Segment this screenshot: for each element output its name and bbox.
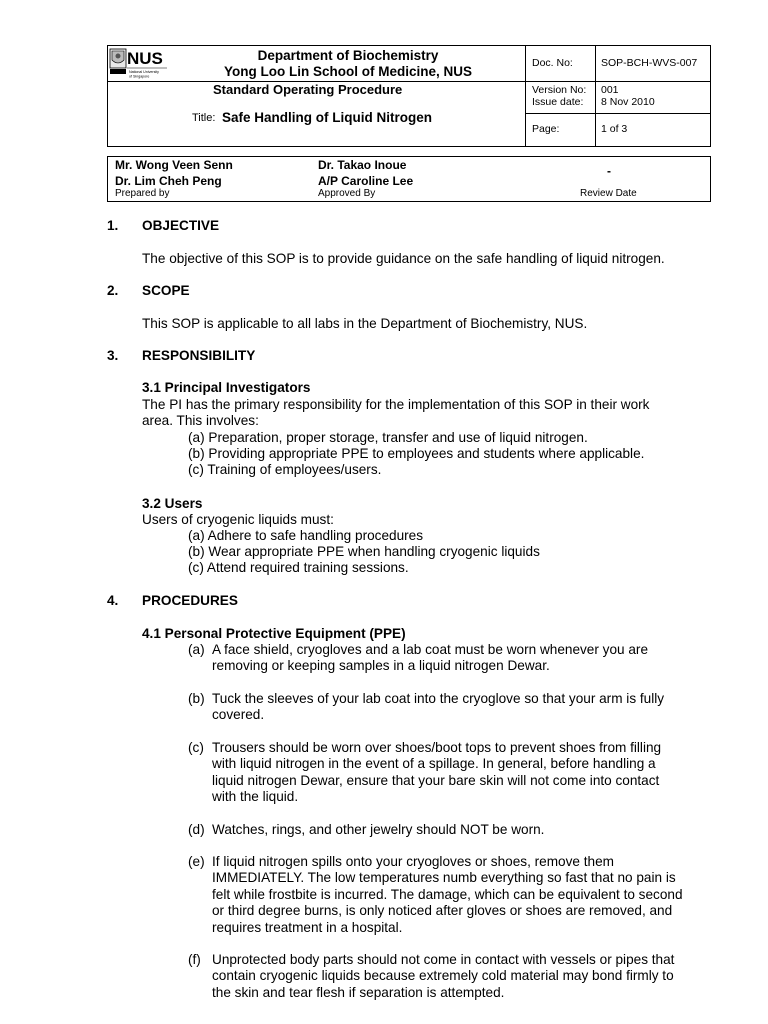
ppe-item-line: felt while frostbite is incurred. The damage, which can be equivalent to second [212, 886, 683, 902]
section-1-title: OBJECTIVE [142, 218, 220, 233]
issue-date-value: 8 Nov 2010 [601, 96, 655, 108]
svg-text:NUS: NUS [127, 49, 163, 68]
ppe-item-line: or third degree burns, is only noticed after gloves or shoes are removed, and [212, 903, 673, 919]
sop-label: Standard Operating Procedure [213, 82, 403, 97]
section-3-1-item-b: (b) Providing appropriate PPE to employees and students where applicable. [188, 446, 645, 461]
section-3-1-item-c: (c) Training of employees/users. [188, 462, 382, 477]
ppe-item-marker: (e) [188, 854, 205, 869]
version-label: Version No: [532, 84, 587, 96]
ppe-item-line: covered. [212, 707, 265, 723]
section-2-text: This SOP is applicable to all labs in the Department of Biochemistry, NUS. [142, 316, 588, 331]
ppe-item-line: liquid nitrogen Dewar, ensure that your bare skin will not come into contact [212, 772, 660, 788]
section-3-number: 3. [107, 348, 119, 363]
ppe-item-marker: (a) [188, 642, 205, 657]
ppe-item-line: Unprotected body parts should not come in contact with vessels or pipes that [212, 952, 675, 967]
logo-subtext-singapore: of Singapore [129, 74, 150, 79]
title-label: Title: [192, 112, 216, 124]
logo-subtext-national: National University [129, 70, 159, 74]
section-3-1-item-a: (a) Preparation, proper storage, transfer and use of liquid nitrogen. [188, 430, 588, 445]
doc-no-label: Doc. No: [532, 57, 573, 69]
prepared-by-label: Prepared by [115, 188, 170, 199]
department-name: Department of Biochemistry [257, 48, 439, 63]
review-date-label: Review Date [580, 188, 637, 199]
prepared-by-name-2: Dr. Lim Cheh Peng [115, 174, 222, 188]
document-header-table [107, 45, 711, 147]
section-3-2-item-a: (a) Adhere to safe handling procedures [188, 528, 424, 543]
issue-date-label: Issue date: [532, 96, 584, 108]
approved-by-label: Approved By [318, 188, 376, 199]
section-3-2-item-b: (b) Wear appropriate PPE when handling cryogenic liquids [188, 544, 540, 559]
section-1-text: The objective of this SOP is to provide guidance on the safe handling of liquid nitrogen. [142, 251, 665, 266]
section-3-2-text: Users of cryogenic liquids must: [142, 512, 334, 527]
section-3-1-text-line-1: The PI has the primary responsibility for the implementation of this SOP in their work [142, 397, 650, 412]
ppe-item-line: requires treatment in a hospital. [212, 919, 403, 935]
section-1-number: 1. [107, 218, 119, 233]
section-4-number: 4. [107, 593, 119, 608]
doc-no-value: SOP-BCH-WVS-007 [601, 57, 698, 69]
section-2-title: SCOPE [142, 283, 190, 298]
ppe-item-line: Trousers should be worn over shoes/boot tops to prevent shoes from filling [212, 740, 662, 755]
section-4-title: PROCEDURES [142, 593, 238, 608]
document-title: Safe Handling of Liquid Nitrogen [222, 110, 432, 125]
ppe-item-marker: (f) [188, 952, 201, 967]
ppe-item-line: IMMEDIATELY. The low temperatures numb everything so fast that no pain is [212, 870, 676, 886]
section-3-1-text-line-2: area. This involves: [142, 413, 259, 428]
ppe-item-line: If liquid nitrogen spills onto your cryogloves or shoes, remove them [212, 854, 614, 869]
section-3-1-title: 3.1 Principal Investigators [142, 380, 311, 395]
ppe-item-marker: (b) [188, 691, 205, 706]
nus-logo [109, 47, 169, 82]
ppe-item-line: Tuck the sleeves of your lab coat into the cryoglove so that your arm is fully [212, 691, 665, 706]
section-4-1-title: 4.1 Personal Protective Equipment (PPE) [142, 626, 406, 641]
section-2-number: 2. [107, 283, 119, 298]
page-label: Page: [532, 123, 560, 135]
page-value: 1 of 3 [601, 123, 628, 135]
ppe-item-line: contain cryogenic liquids because extremely cold material may bond firmly to [212, 968, 674, 984]
review-date-value: - [607, 164, 611, 178]
approved-by-name-2: A/P Caroline Lee [318, 174, 414, 188]
ppe-item-line: Watches, rings, and other jewelry should NOT be worn. [212, 822, 545, 837]
section-3-title: RESPONSIBILITY [142, 348, 256, 363]
section-3-2-item-c: (c) Attend required training sessions. [188, 560, 409, 575]
ppe-item-line: with liquid nitrogen in the event of a spillage. In general, before handling a [212, 756, 656, 772]
prepared-by-name-1: Mr. Wong Veen Senn [115, 158, 233, 172]
version-value: 001 [601, 84, 619, 96]
ppe-item-marker: (c) [188, 740, 204, 755]
ppe-item-line: A face shield, cryogloves and a lab coat must be worn whenever you are [212, 642, 649, 657]
ppe-item-line: with the liquid. [212, 789, 299, 805]
signoff-table [107, 156, 711, 202]
ppe-item-line: removing or keeping samples in a liquid nitrogen Dewar. [212, 658, 550, 674]
ppe-item-line: the skin and tear flesh if separation is attempted. [212, 984, 505, 1000]
ppe-item-marker: (d) [188, 822, 205, 837]
school-name: Yong Loo Lin School of Medicine, NUS [224, 64, 472, 79]
approved-by-name-1: Dr. Takao Inoue [318, 158, 407, 172]
section-3-2-title: 3.2 Users [142, 496, 203, 511]
